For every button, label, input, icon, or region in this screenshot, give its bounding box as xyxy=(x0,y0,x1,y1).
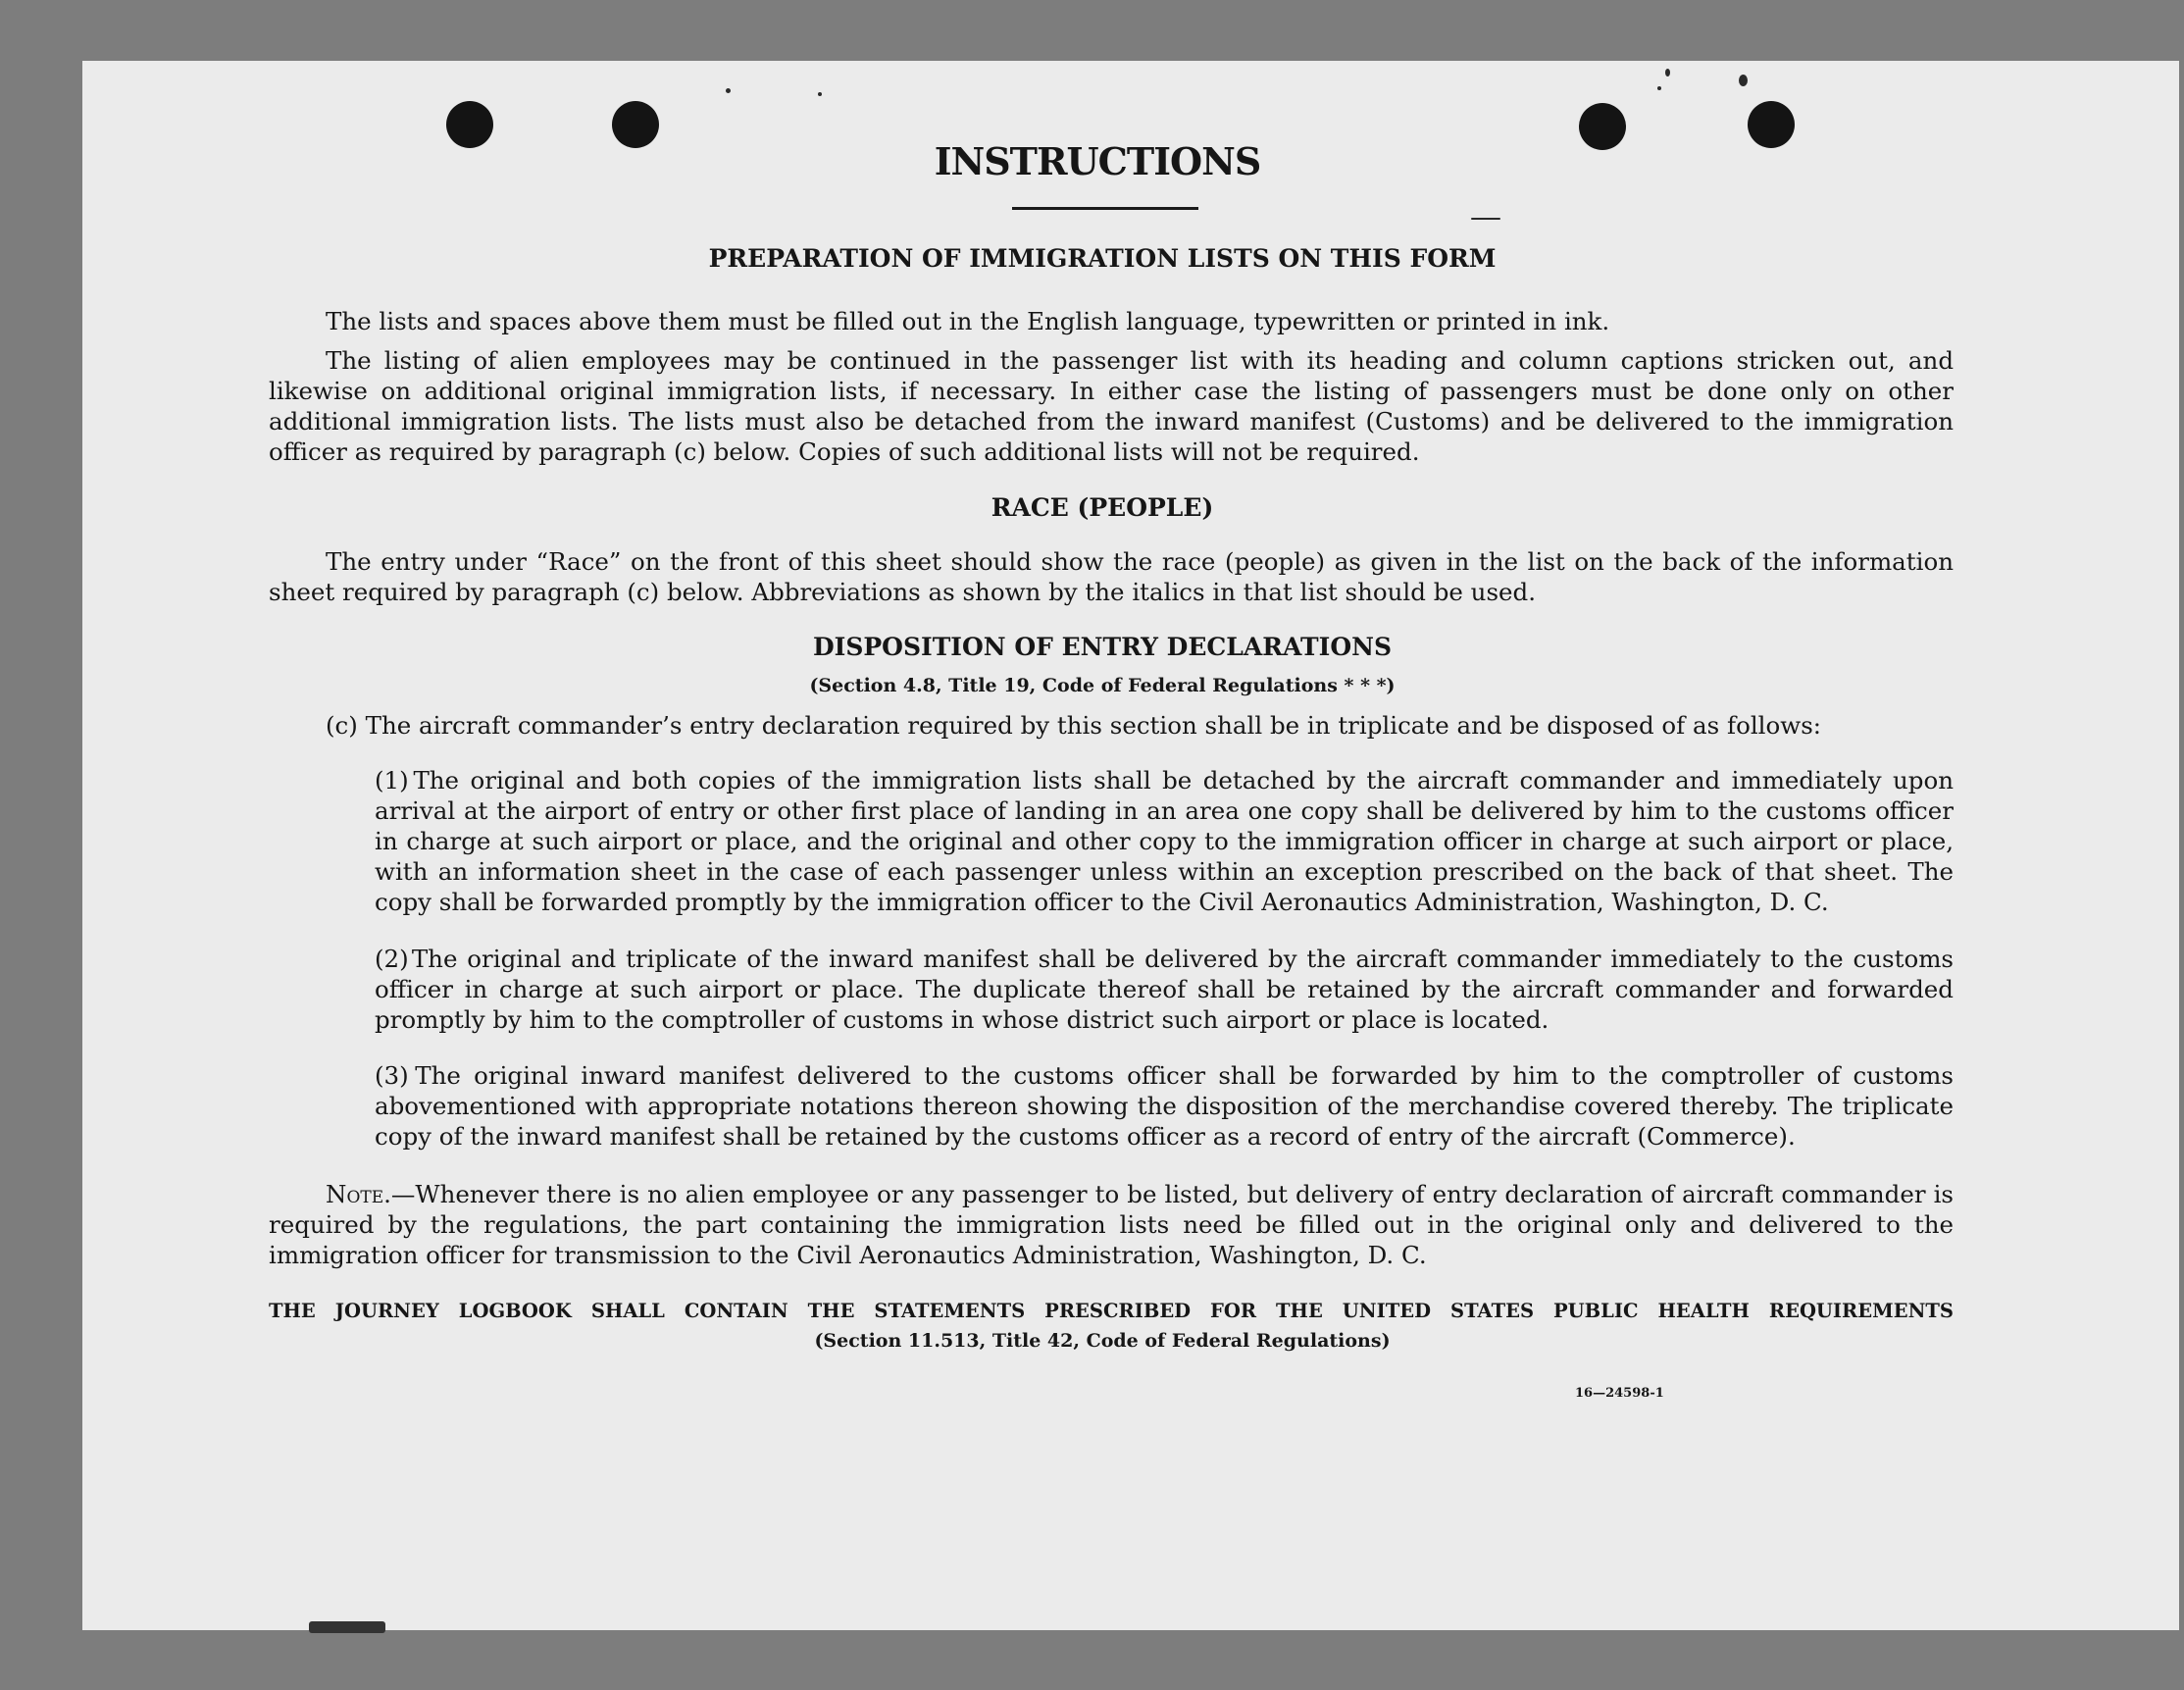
health-statement: THE JOURNEY LOGBOOK SHALL CONTAIN THE STATEMENTS PRESCRIBED FOR THE UNITED STATES PUBLIC HEALTH REQUIREMENTS xyxy=(269,1300,1954,1322)
list-item-number: (3) xyxy=(375,1061,409,1090)
list-item-text: The original inward manifest delivered to the customs officer shall be forwarded by him to the comptroller of customs abovementioned with appropriate notations thereon showing the disposition of the merchandise covered thereby. The triplicate copy of the inward manifest shall be retained by the customs officer as a record of entry of the aircraft (Commerce). xyxy=(375,1061,1954,1151)
paragraph-race: The entry under “Race” on the front of this sheet should show the race (people) as given in the list on the back of the information sheet required by paragraph (c) below. Abbreviations as shown by the italics in that list should be used. xyxy=(269,547,1954,606)
list-item-number: (2) xyxy=(375,945,409,973)
note-label: Note. xyxy=(326,1180,391,1208)
speck-mark xyxy=(1665,69,1670,77)
form-number: 16—24598-1 xyxy=(1575,1386,1664,1401)
paragraph-note xyxy=(269,1179,1954,1270)
heading-race: RACE (PEOPLE) xyxy=(990,493,1214,522)
list-item-1 xyxy=(375,765,1954,917)
list-item-number: (1) xyxy=(375,766,409,794)
heading-disposition: DISPOSITION OF ENTRY DECLARATIONS xyxy=(812,633,1393,661)
list-item-text: The original and both copies of the immigration lists shall be detached by the aircraft commander and immediately upon arrival at the airport of entry or other first place of landing in an area one copy shall be delivered by him to the customs officer in charge at such airport or place, and the original and other copy to the immigration officer in charge at such airport or place, with an information sheet in the case of each passenger unless within an exception prescribed on the back of that sheet. The copy shall be forwarded promptly by the immigration officer to the Civil Aeronautics Administration, Washington, D. C. xyxy=(375,766,1954,916)
title-underline xyxy=(1012,207,1198,210)
health-citation: (Section 11.513, Title 42, Code of Federal Regulations) xyxy=(814,1330,1391,1352)
paragraph-disposition-intro: (c) The aircraft commander’s entry declaration required by this section shall be in triplicate and be disposed of as follows: xyxy=(326,711,1822,740)
speck-mark xyxy=(726,88,731,93)
speck-mark xyxy=(1471,218,1500,220)
speck-mark xyxy=(1739,75,1748,86)
speck-mark xyxy=(1657,86,1661,90)
note-text: —Whenever there is no alien employee or any passenger to be listed, but delivery of entry declaration of aircraft commander is required by the regulations, the part containing the immigration lists need be filled out in the original only and delivered to the immigration officer for transmission to the Civil Aeronautics Administration, Washington, D. C. xyxy=(269,1180,1954,1269)
list-item-2 xyxy=(375,944,1954,1035)
speck-mark xyxy=(818,92,822,96)
list-item-3 xyxy=(375,1060,1954,1152)
paragraph-preparation-2: The listing of alien employees may be continued in the passenger list with its heading and column captions stricken out, and likewise on additional original immigration lists, if necessary. In either case the listing of passengers must be done only on other additional immigration lists. The lists must also be detached from the inward manifest (Customs) and be delivered to the immigration officer as required by paragraph (c) below. Copies of such additional lists will not be required. xyxy=(269,346,1954,466)
list-item-text: The original and triplicate of the inward manifest shall be delivered by the aircraft commander immediately to the customs officer in charge at such airport or place. The duplicate thereof shall be retained by the aircraft commander and forwarded promptly by him to the comptroller of customs in whose district such airport or place is located. xyxy=(375,945,1954,1034)
scan-edge-mark xyxy=(309,1621,385,1633)
heading-preparation: PREPARATION OF IMMIGRATION LISTS ON THIS FORM xyxy=(708,244,1497,273)
paragraph-preparation-1: The lists and spaces above them must be filled out in the English language, typewritten or printed in ink. xyxy=(326,307,1610,335)
citation-disposition: (Section 4.8, Title 19, Code of Federal Regulations * * *) xyxy=(809,675,1396,696)
page-title: INSTRUCTIONS xyxy=(934,139,1261,183)
